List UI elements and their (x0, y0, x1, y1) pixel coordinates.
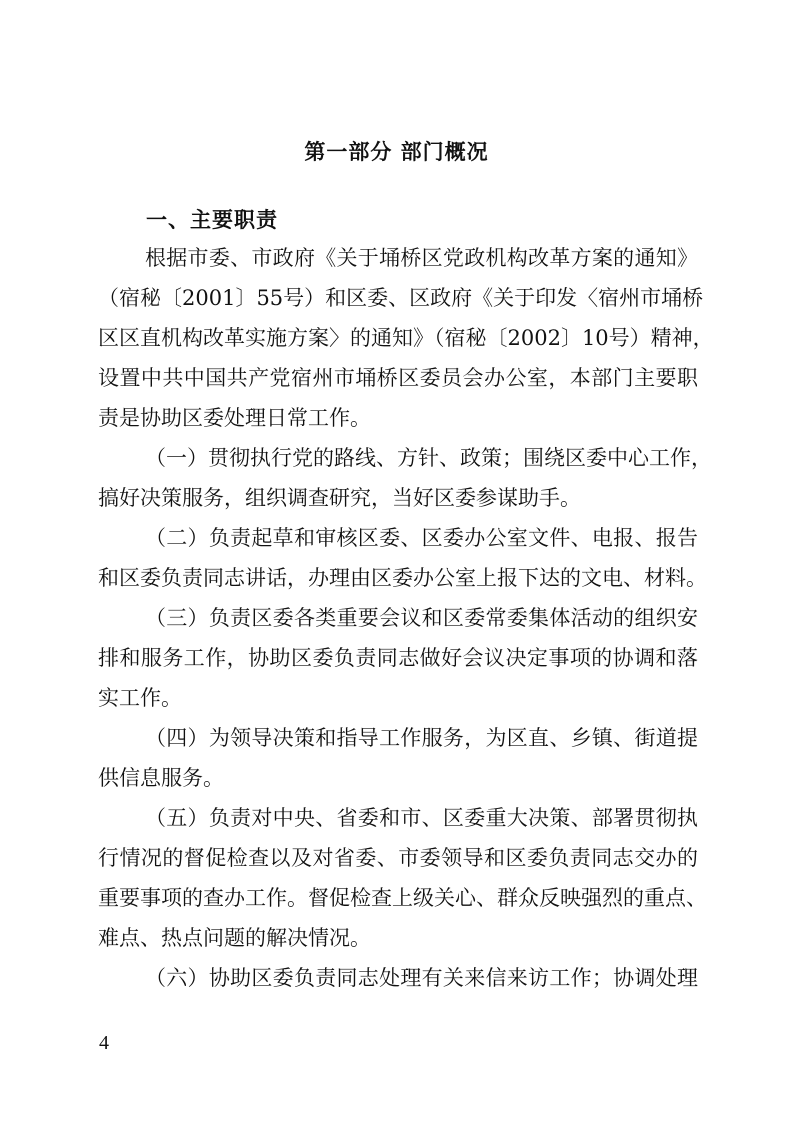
text-line: （宿秘〔2001〕55号）和区委、区政府《关于印发〈宿州市埇桥 (98, 286, 704, 310)
text-line: （一）贯彻执行党的路线、方针、政策；围绕区委中心工作， (145, 446, 712, 470)
section-heading: 一、主要职责 (146, 208, 278, 232)
body-text (98, 238, 714, 998)
text-line: 排和服务工作，协助区委负责同志做好会议决定事项的协调和落 (98, 646, 698, 670)
text-line: 供信息服务。 (98, 766, 224, 790)
paragraph-intro (98, 238, 714, 438)
text-line: 区区直机构改革实施方案〉的通知》（宿秘〔2002〕10号）精神， (98, 326, 714, 350)
text-line: 难点、热点问题的解决情况。 (98, 926, 371, 950)
text-line: （二）负责起草和审核区委、区委办公室文件、电报、报告 (145, 526, 698, 550)
text-line: （四）为领导决策和指导工作服务，为区直、乡镇、街道提 (145, 726, 698, 750)
text-line: 根据市委、市政府《关于埇桥区党政机构改革方案的通知》 (145, 246, 698, 270)
text-line: （五）负责对中央、省委和市、区委重大决策、部署贯彻执 (145, 806, 698, 830)
text-line: 实工作。 (98, 686, 182, 710)
paragraph-duty-1 (98, 438, 712, 518)
text-line: （三）负责区委各类重要会议和区委常委集体活动的组织安 (145, 606, 698, 630)
paragraph-duty-3 (98, 598, 698, 718)
page-number: 4 (99, 1032, 109, 1054)
paragraph-duty-4 (98, 718, 698, 798)
paragraph-duty-2 (98, 518, 707, 598)
text-line: 设置中共中国共产党宿州市埇桥区委员会办公室，本部门主要职 (98, 366, 698, 390)
text-line: 责是协助区委处理日常工作。 (98, 406, 371, 430)
text-line: 行情况的督促检查以及对省委、市委领导和区委负责同志交办的 (98, 846, 698, 870)
text-line: 和区委负责同志讲话，办理由区委办公室上报下达的文电、材料。 (98, 566, 707, 590)
part-title: 第一部分 部门概况 (304, 140, 489, 164)
paragraph-duty-5 (98, 798, 707, 958)
text-line: 搞好决策服务，组织调查研究，当好区委参谋助手。 (98, 486, 581, 510)
paragraph-duty-6 (98, 958, 698, 998)
text-line: （六）协助区委负责同志处理有关来信来访工作；协调处理 (145, 966, 698, 990)
text-line: 重要事项的查办工作。督促检查上级关心、群众反映强烈的重点、 (98, 886, 707, 910)
